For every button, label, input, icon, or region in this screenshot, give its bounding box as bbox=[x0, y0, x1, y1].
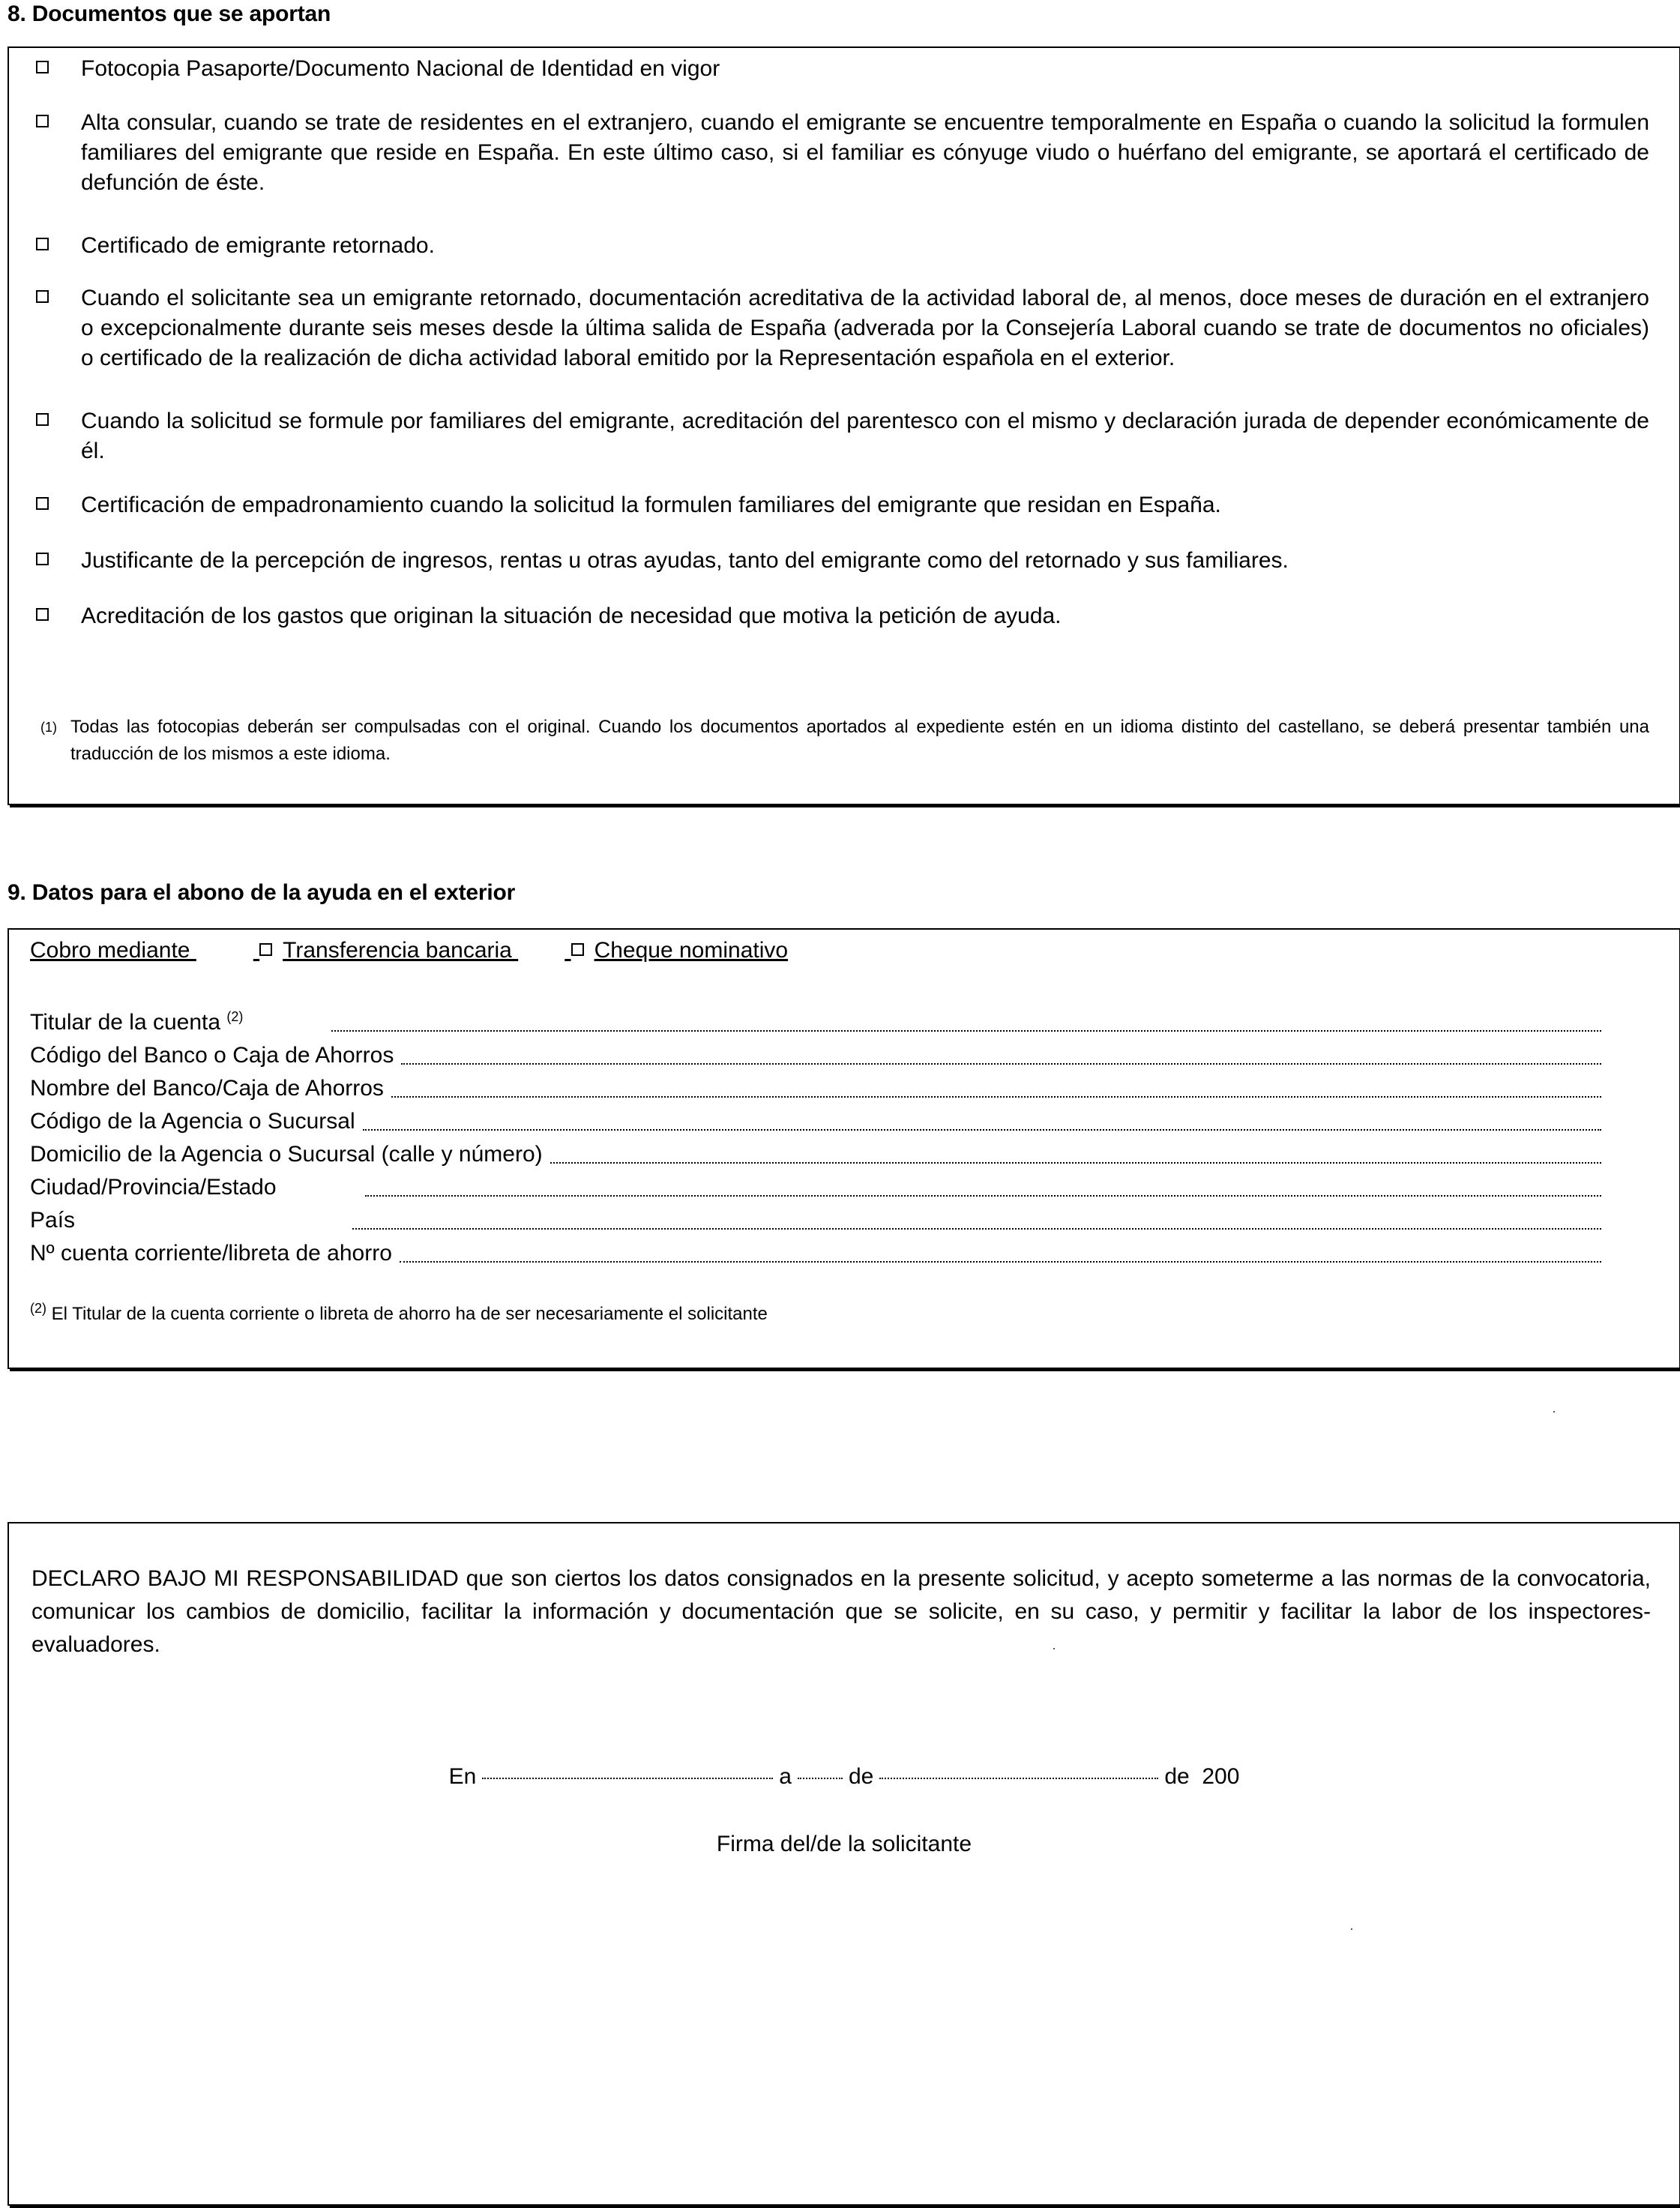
option-cheque-label: Cheque nominativo bbox=[594, 938, 789, 963]
field-account-number bbox=[30, 1237, 1601, 1270]
date-month-input[interactable] bbox=[879, 1778, 1158, 1779]
checkbox-kinship[interactable] bbox=[36, 413, 49, 426]
document-item-label: Certificación de empadronamiento cuando la solicitud la formulen familiares del emigrante que residan en España. bbox=[81, 493, 1221, 517]
city-input[interactable] bbox=[365, 1171, 1601, 1197]
document-item-label: Fotocopia Pasaporte/Documento Nacional de Identidad en vigor bbox=[81, 56, 720, 81]
declaration-box bbox=[7, 1522, 1680, 2206]
scan-speck bbox=[1553, 1411, 1555, 1413]
date-line bbox=[9, 1762, 1679, 1792]
checkbox-passport[interactable] bbox=[36, 61, 49, 73]
option-bank-transfer-label: Transferencia bancaria bbox=[283, 938, 512, 963]
footnote-marker: (2) bbox=[226, 1009, 244, 1024]
country-input[interactable] bbox=[352, 1204, 1601, 1230]
checkbox-consular[interactable] bbox=[36, 115, 49, 127]
account-holder-input[interactable] bbox=[331, 1006, 1601, 1032]
footnote-2 bbox=[30, 1302, 768, 1327]
field-label: Ciudad/Provincia/Estado bbox=[30, 1175, 277, 1200]
scan-speck bbox=[1053, 1648, 1055, 1649]
document-item-label: Justificante de la percepción de ingresos, rentas u otras ayudas, tanto del emigrante como del retornado y sus familiares. bbox=[81, 548, 1289, 573]
footnote-marker: (1) bbox=[40, 720, 57, 735]
checkbox-bank-transfer[interactable] bbox=[259, 943, 272, 956]
account-number-input[interactable] bbox=[400, 1237, 1601, 1263]
branch-address-input[interactable] bbox=[550, 1138, 1601, 1164]
bank-name-input[interactable] bbox=[391, 1072, 1601, 1098]
date-month-label: de bbox=[848, 1764, 874, 1789]
footnote-text: Todas las fotocopias deberán ser compulsadas con el original. Cuando los documentos aportados al expediente estén en un idioma distinto del castellano, se deberá presentar también una traducción de los mismos a este idioma. bbox=[70, 717, 1649, 764]
date-year-label: de bbox=[1164, 1764, 1190, 1789]
document-item-label: Certificado de emigrante retornado. bbox=[81, 233, 435, 258]
bank-code-input[interactable] bbox=[401, 1039, 1601, 1065]
document-item-label: Alta consular, cuando se trate de residentes en el extranjero, cuando el emigrante se encuentre temporalmente en España o cuando la solicitud la formulen familiares del emigrante que reside en España. En este último caso, si el familiar es cónyuge viudo o huérfano del emigrante, se aportará el certificado de defunción de éste. bbox=[81, 110, 1649, 195]
field-label: Titular de la cuenta bbox=[30, 1010, 221, 1035]
field-branch-code bbox=[30, 1105, 1601, 1138]
checkbox-returned-certificate[interactable] bbox=[36, 238, 49, 250]
date-year-prefix: 200 bbox=[1202, 1764, 1240, 1789]
field-branch-address bbox=[30, 1138, 1601, 1171]
payment-box bbox=[7, 928, 1680, 1369]
field-bank-code bbox=[30, 1039, 1601, 1072]
document-item-label: Acreditación de los gastos que originan la situación de necesidad que motiva la petición de ayuda. bbox=[81, 604, 1062, 628]
section-9-title: 9. Datos para el abono de la ayuda en el exterior bbox=[7, 880, 516, 905]
checkbox-registration[interactable] bbox=[36, 497, 49, 510]
document-item-label: Cuando el solicitante sea un emigrante retornado, documentación acreditativa de la actividad laboral de, al menos, doce meses de duración en el extranjero o excepcionalmente durante seis meses desde la última salida de España (adverada por la Consejería Laboral cuando se trate de documentos no oficiales) o certificado de la realización de dicha actividad laboral emitido por la Representación española en el exterior. bbox=[81, 286, 1649, 370]
signature-label: Firma del/de la solicitante bbox=[716, 1832, 972, 1856]
date-place-label: En bbox=[448, 1764, 477, 1789]
date-day-label: a bbox=[779, 1764, 792, 1789]
footnote-text: El Titular de la cuenta corriente o libreta de ahorro ha de ser necesariamente el solicitante bbox=[51, 1304, 768, 1324]
checkbox-cheque[interactable] bbox=[571, 943, 584, 956]
scan-speck bbox=[1351, 1928, 1352, 1930]
checkbox-work-activity[interactable] bbox=[36, 290, 49, 303]
field-label: Nombre del Banco/Caja de Ahorros bbox=[30, 1076, 384, 1101]
field-account-holder bbox=[30, 1006, 1601, 1039]
date-day-input[interactable] bbox=[798, 1778, 843, 1779]
field-label: Domicilio de la Agencia o Sucursal (calle y número) bbox=[30, 1142, 543, 1167]
checkbox-expenses[interactable] bbox=[36, 608, 49, 621]
field-label: Código del Banco o Caja de Ahorros bbox=[30, 1043, 394, 1068]
documents-box bbox=[7, 46, 1680, 805]
field-label: Nº cuenta corriente/libreta de ahorro bbox=[30, 1241, 392, 1266]
field-label: Código de la Agencia o Sucursal bbox=[30, 1109, 355, 1134]
field-label: País bbox=[30, 1208, 76, 1233]
footnote-marker: (2) bbox=[30, 1301, 46, 1316]
section-8-title: 8. Documentos que se aportan bbox=[7, 1, 331, 26]
document-item-label: Cuando la solicitud se formule por familiares del emigrante, acreditación del parentesco con el mismo y declaración jurada de depender económicamente de él. bbox=[81, 409, 1649, 463]
field-country bbox=[30, 1204, 1601, 1237]
field-bank-name bbox=[30, 1072, 1601, 1105]
date-place-input[interactable] bbox=[482, 1778, 773, 1779]
declaration-text: DECLARO BAJO MI RESPONSABILIDAD que son ciertos los datos consignados en la presente solicitud, y acepto someterme a las normas de la convocatoria, comunicar los cambios de domicilio, facilitar la información y documentación que se solicite, en su caso, y permitir y facilitar la labor de los inspectores-evaluadores. bbox=[31, 1566, 1651, 1657]
payment-method-label: Cobro mediante bbox=[30, 938, 190, 963]
payment-method-row bbox=[30, 937, 788, 964]
field-city bbox=[30, 1171, 1601, 1204]
branch-code-input[interactable] bbox=[363, 1105, 1601, 1131]
checkbox-income[interactable] bbox=[36, 553, 49, 565]
